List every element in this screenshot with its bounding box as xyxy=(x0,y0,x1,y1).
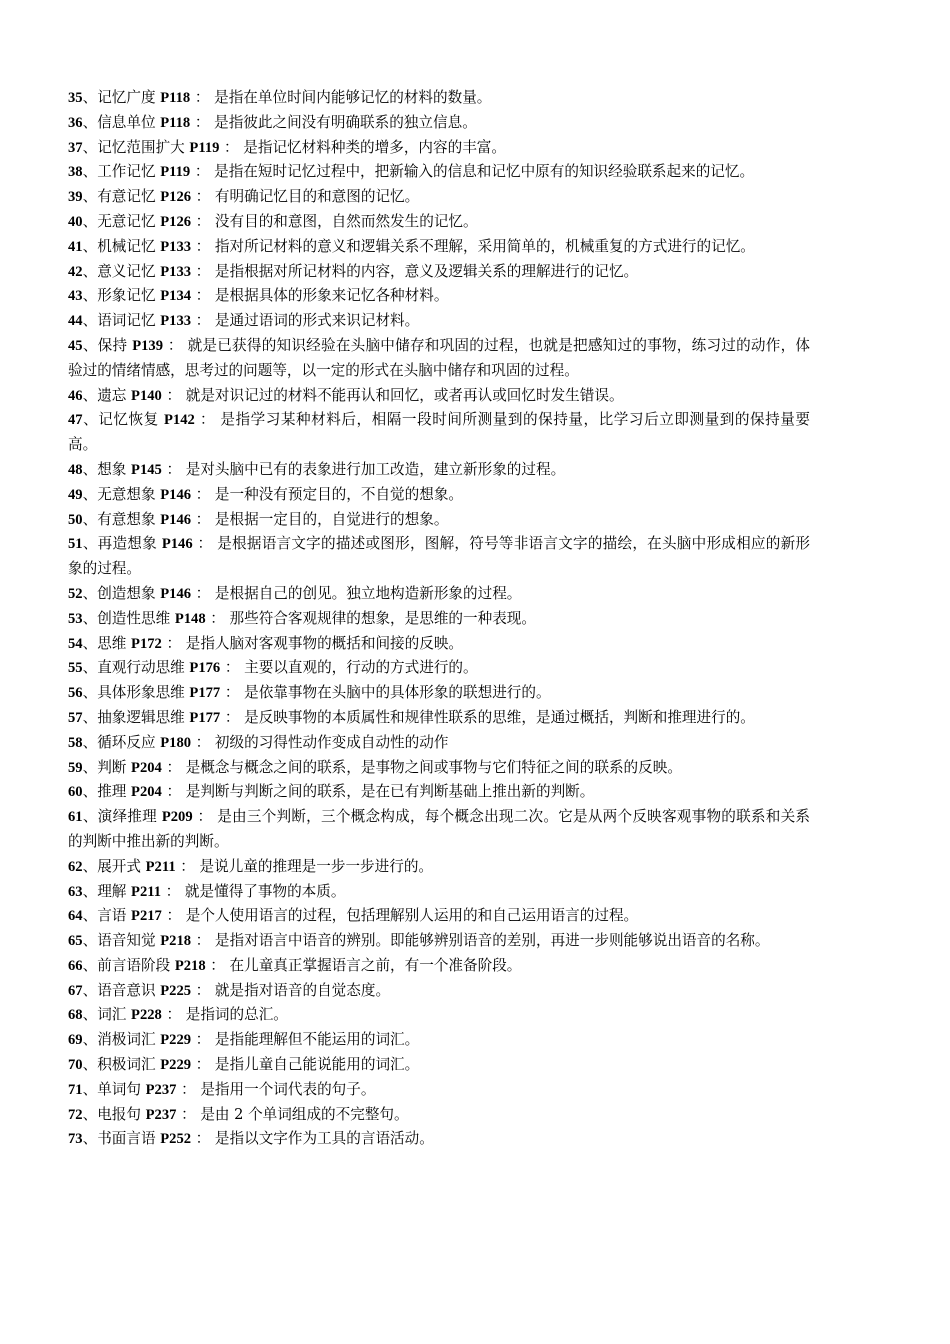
entry-term: 推理 xyxy=(97,783,127,801)
entry-definition: 是说儿童的推理是一步一步进行的。 xyxy=(199,857,434,875)
entry-term: 无意记忆 xyxy=(97,212,156,230)
entry-page-ref: P176 xyxy=(189,660,221,677)
entry-definition: 是指记忆材料种类的增多，内容的丰富。 xyxy=(243,138,506,156)
entry-page-ref: P118 xyxy=(160,90,191,106)
entry-number: 36 xyxy=(68,114,83,131)
entry-number: 68 xyxy=(68,1007,83,1024)
entry-definition: 是指词的总汇。 xyxy=(185,1006,288,1024)
definition-entry: 51、再造想象 P146 ： 是根据语言文字的描述或图形，图解，符号等非语言文字的描绘，在头脑中形成相应的新形象的过程。 xyxy=(68,535,810,578)
entry-page-ref: P180 xyxy=(160,734,192,751)
entry-definition: 初级的习得性动作变成自动性的动作 xyxy=(214,733,449,751)
entry-number: 52 xyxy=(68,585,83,602)
definition-entry: 53、创造性思维 P148 ： 那些符合客观规律的想象，是思维的一种表现。 xyxy=(68,609,536,627)
definition-entry: 35、记忆广度 P118 ： 是指在单位时间内能够记忆的材料的数量。 xyxy=(68,89,492,106)
entry-number: 40 xyxy=(68,213,83,230)
entry-definition: 是指能理解但不能运用的词汇。 xyxy=(214,1031,420,1049)
entry-term: 语音知觉 xyxy=(97,932,156,950)
entry-number: 64 xyxy=(68,908,83,925)
entry-page-ref: P140 xyxy=(131,387,162,404)
entry-number: 62 xyxy=(68,858,83,875)
entry-number: 48 xyxy=(68,461,83,478)
entry-term: 前言语阶段 xyxy=(97,956,171,974)
entry-page-ref: P252 xyxy=(160,1131,192,1148)
entry-number: 69 xyxy=(68,1032,83,1049)
definition-entry: 71、单词句 P237 ： 是指用一个词代表的句子。 xyxy=(68,1080,376,1098)
entry-definition: 是指根据对所记材料的内容，意义及逻辑关系的理解进行的记忆。 xyxy=(214,262,639,280)
entry-term: 信息单位 xyxy=(97,113,156,131)
entry-page-ref: P119 xyxy=(189,139,220,156)
entry-term: 有意想象 xyxy=(97,510,156,528)
entry-definition: 是根据语言文字的描述或图形，图解，符号等非语言文字的描绘，在头脑中形成相应的新形象的过程。 xyxy=(68,535,810,578)
entry-page-ref: P146 xyxy=(161,536,193,553)
entry-page-ref: P237 xyxy=(145,1106,177,1123)
entry-number: 53 xyxy=(68,610,83,627)
entry-number: 41 xyxy=(68,238,83,255)
definition-entry: 38、工作记忆 P119 ： 是指在短时记忆过程中，把新输入的信息和记忆中原有的知识经验联系起来的记忆。 xyxy=(68,163,755,181)
definition-entry: 47、记忆恢复 P142 ： 是指学习某种材料后，相隔一段时间所测量到的保持量，比学习后立即测量到的保持量要高。 xyxy=(68,411,810,454)
entry-term: 意义记忆 xyxy=(97,262,156,280)
entry-term: 无意想象 xyxy=(97,485,156,503)
entry-number: 47 xyxy=(68,412,83,429)
entry-term: 单词句 xyxy=(97,1080,141,1098)
entry-definition: 有明确记忆目的和意图的记忆。 xyxy=(214,188,420,206)
entry-definition: 指对所记材料的意义和逻辑关系不理解，采用简单的，机械重复的方式进行的记忆。 xyxy=(214,237,755,255)
entry-number: 66 xyxy=(68,957,83,974)
entry-page-ref: P126 xyxy=(160,213,192,230)
entry-term: 书面言语 xyxy=(97,1130,156,1148)
entry-number: 56 xyxy=(68,685,83,702)
entry-term: 理解 xyxy=(97,882,127,900)
entry-definition: 是根据具体的形象来记忆各种材料。 xyxy=(214,287,449,305)
definition-entry: 60、推理 P204 ： 是判断与判断之间的联系，是在已有判断基础上推出新的判断。 xyxy=(68,783,595,801)
entry-definition: 就是指对语音的自觉态度。 xyxy=(214,981,391,999)
entry-definition: 是反映事物的本质属性和规律性联系的思维，是通过概括，判断和推理进行的。 xyxy=(244,708,755,726)
entry-number: 55 xyxy=(68,660,83,677)
entry-page-ref: P148 xyxy=(174,610,206,627)
definition-entry: 68、词汇 P228 ： 是指词的总汇。 xyxy=(68,1006,288,1024)
entry-number: 71 xyxy=(68,1081,83,1098)
entry-definition: 是指儿童自己能说能用的词汇。 xyxy=(214,1056,420,1074)
entry-number: 63 xyxy=(68,883,83,900)
entry-number: 51 xyxy=(68,536,83,553)
entry-number: 58 xyxy=(68,734,83,751)
entry-page-ref: P177 xyxy=(189,685,221,702)
definition-entry: 67、语音意识 P225 ： 就是指对语音的自觉态度。 xyxy=(68,981,391,999)
entry-page-ref: P119 xyxy=(160,164,191,181)
entry-page-ref: P177 xyxy=(189,709,221,726)
entry-term: 具体形象思维 xyxy=(97,684,185,702)
entry-definition: 是通过语词的形式来识记材料。 xyxy=(214,312,420,330)
entry-definition: 是指学习某种材料后，相隔一段时间所测量到的保持量，比学习后立即测量到的保持量要高。 xyxy=(68,411,810,454)
entry-page-ref: P126 xyxy=(160,189,192,206)
entry-page-ref: P229 xyxy=(160,1057,192,1074)
entry-page-ref: P218 xyxy=(160,933,192,950)
definition-entry: 69、消极词汇 P229 ： 是指能理解但不能运用的词汇。 xyxy=(68,1031,420,1049)
entry-number: 35 xyxy=(68,90,83,106)
entry-number: 54 xyxy=(68,635,83,652)
entry-page-ref: P211 xyxy=(131,883,162,900)
entry-page-ref: P225 xyxy=(160,982,192,999)
definition-entry: 64、言语 P217 ： 是个人使用语言的过程，包括理解别人运用的和自己运用语言的过程。 xyxy=(68,907,639,925)
entry-page-ref: P133 xyxy=(160,263,192,280)
entry-term: 言语 xyxy=(97,907,127,925)
entry-definition: 是指彼此之间没有明确联系的独立信息。 xyxy=(214,113,477,131)
entry-definition: 是根据一定目的，自觉进行的想象。 xyxy=(214,510,449,528)
entry-term: 记忆广度 xyxy=(97,89,156,106)
entry-page-ref: P146 xyxy=(160,486,192,503)
definition-entry: 50、有意想象 P146 ： 是根据一定目的，自觉进行的想象。 xyxy=(68,510,449,528)
definition-entry: 63、理解 P211 ： 就是懂得了事物的本质。 xyxy=(68,882,346,900)
entry-term: 直观行动思维 xyxy=(97,659,185,677)
entry-definition: 就是已获得的知识经验在头脑中储存和巩固的过程，也就是把感知过的事物，练习过的动作，体验过的情绪情感，思考过的问题等，以一定的形式在头脑中储存和巩固的过程。 xyxy=(68,336,810,379)
entry-definition: 是一种没有预定目的，不自觉的想象。 xyxy=(214,485,464,503)
entry-definition: 是指对语言中语音的辨别。即能够辨别语音的差别，再进一步则能够说出语音的名称。 xyxy=(214,932,770,950)
entry-number: 45 xyxy=(68,337,83,354)
entry-number: 65 xyxy=(68,933,83,950)
entry-definition: 就是懂得了事物的本质。 xyxy=(184,882,346,900)
entry-page-ref: P133 xyxy=(160,313,192,330)
definition-entry: 49、无意想象 P146 ： 是一种没有预定目的，不自觉的想象。 xyxy=(68,485,464,503)
definition-entry: 44、语词记忆 P133 ： 是通过语词的形式来识记材料。 xyxy=(68,312,420,330)
definition-entry: 62、展开式 P211 ： 是说儿童的推理是一步一步进行的。 xyxy=(68,857,434,875)
entry-number: 57 xyxy=(68,709,83,726)
entry-definition: 就是对识记过的材料不能再认和回忆，或者再认或回忆时发生错误。 xyxy=(185,386,624,404)
entry-page-ref: P204 xyxy=(131,759,162,776)
entry-number: 42 xyxy=(68,263,83,280)
entry-number: 50 xyxy=(68,511,83,528)
definition-entry: 54、思维 P172 ： 是指人脑对客观事物的概括和间接的反映。 xyxy=(68,634,464,652)
definition-entry: 66、前言语阶段 P218 ： 在儿童真正掌握语言之前，有一个准备阶段。 xyxy=(68,956,522,974)
entry-term: 消极词汇 xyxy=(97,1031,156,1049)
entry-page-ref: P237 xyxy=(145,1081,177,1098)
entry-page-ref: P133 xyxy=(160,238,192,255)
entry-definition: 是指人脑对客观事物的概括和间接的反映。 xyxy=(185,634,464,652)
entry-term: 创造想象 xyxy=(97,584,156,602)
definition-entry: 45、保持 P139 ： 就是已获得的知识经验在头脑中储存和巩固的过程，也就是把感知过的事物，练习过的动作，体验过的情绪情感，思考过的问题等，以一定的形式在头脑中储存和巩固的过程。 xyxy=(68,336,810,379)
entry-number: 37 xyxy=(68,139,83,156)
entry-definition: 是依靠事物在头脑中的具体形象的联想进行的。 xyxy=(244,684,551,702)
entry-term: 再造想象 xyxy=(97,535,157,553)
entry-number: 72 xyxy=(68,1106,83,1123)
entry-page-ref: P211 xyxy=(145,858,176,875)
entry-term: 积极词汇 xyxy=(97,1056,156,1074)
entry-definition: 是对头脑中已有的表象进行加工改造，建立新形象的过程。 xyxy=(185,460,566,478)
entry-term: 思维 xyxy=(97,634,127,652)
entry-term: 有意记忆 xyxy=(97,188,156,206)
entry-page-ref: P228 xyxy=(131,1007,162,1024)
definition-entry: 41、机械记忆 P133 ： 指对所记材料的意义和逻辑关系不理解，采用简单的，机械重复的方式进行的记忆。 xyxy=(68,237,755,255)
entry-term: 工作记忆 xyxy=(97,163,156,181)
entry-page-ref: P204 xyxy=(131,784,162,801)
definition-entry: 48、想象 P145 ： 是对头脑中已有的表象进行加工改造，建立新形象的过程。 xyxy=(68,460,566,478)
definition-entry: 43、形象记忆 P134 ： 是根据具体的形象来记忆各种材料。 xyxy=(68,287,449,305)
entry-definition: 是根据自己的创见。独立地构造新形象的过程。 xyxy=(214,584,522,602)
entry-definition: 是指在短时记忆过程中，把新输入的信息和记忆中原有的知识经验联系起来的记忆。 xyxy=(214,163,755,181)
entry-number: 44 xyxy=(68,313,83,330)
definition-entry: 57、抽象逻辑思维 P177 ： 是反映事物的本质属性和规律性联系的思维，是通过概括，判断和推理进行的。 xyxy=(68,708,755,726)
entry-definition: 是由三个判断，三个概念构成，每个概念出现二次。它是从两个反映客观事物的联系和关系的判断中推出新的判断。 xyxy=(68,808,810,850)
entry-definition: 是判断与判断之间的联系，是在已有判断基础上推出新的判断。 xyxy=(185,783,595,801)
entry-term: 语音意识 xyxy=(97,981,156,999)
entry-definition: 是个人使用语言的过程，包括理解别人运用的和自己运用语言的过程。 xyxy=(185,907,639,925)
entry-number: 46 xyxy=(68,387,83,404)
entry-page-ref: P218 xyxy=(174,957,206,974)
entry-definition: 在儿童真正掌握语言之前，有一个准备阶段。 xyxy=(229,956,522,974)
entry-page-ref: P139 xyxy=(132,337,163,354)
entry-page-ref: P229 xyxy=(160,1032,192,1049)
definition-entry: 36、信息单位 P118 ： 是指彼此之间没有明确联系的独立信息。 xyxy=(68,113,477,131)
entry-number: 61 xyxy=(68,809,83,826)
entry-term: 展开式 xyxy=(97,857,141,875)
definition-entry: 56、具体形象思维 P177 ： 是依靠事物在头脑中的具体形象的联想进行的。 xyxy=(68,684,551,702)
entry-number: 67 xyxy=(68,982,83,999)
entry-number: 43 xyxy=(68,288,83,305)
entry-term: 创造性思维 xyxy=(97,609,171,627)
definition-entry: 40、无意记忆 P126 ： 没有目的和意图，自然而然发生的记忆。 xyxy=(68,212,478,230)
entry-page-ref: P142 xyxy=(164,412,195,429)
entry-term: 电报句 xyxy=(97,1105,141,1123)
entry-definition: 是指用一个词代表的句子。 xyxy=(200,1080,376,1098)
entry-term: 保持 xyxy=(97,336,128,354)
definition-entry: 70、积极词汇 P229 ： 是指儿童自己能说能用的词汇。 xyxy=(68,1056,420,1074)
document-page xyxy=(68,86,810,1152)
entry-number: 38 xyxy=(68,164,83,181)
definition-entry: 37、记忆范围扩大 P119 ： 是指记忆材料种类的增多，内容的丰富。 xyxy=(68,138,506,156)
entry-term: 判断 xyxy=(97,758,127,776)
entry-number: 59 xyxy=(68,759,83,776)
entry-term: 演绎推理 xyxy=(97,808,157,826)
entry-number: 73 xyxy=(68,1131,83,1148)
entry-definition: 没有目的和意图，自然而然发生的记忆。 xyxy=(214,212,478,230)
entry-definition: 主要以直观的，行动的方式进行的。 xyxy=(244,659,478,677)
entry-page-ref: P146 xyxy=(160,511,192,528)
entry-number: 39 xyxy=(68,189,83,206)
definition-entry: 39、有意记忆 P126 ： 有明确记忆目的和意图的记忆。 xyxy=(68,188,420,206)
entry-definition: 是指在单位时间内能够记忆的材料的数量。 xyxy=(214,89,492,106)
entry-definition: 是由 2 个单词组成的不完整句。 xyxy=(200,1105,409,1123)
entry-page-ref: P134 xyxy=(160,288,192,305)
entry-page-ref: P146 xyxy=(160,585,192,602)
definition-entry: 65、语音知觉 P218 ： 是指对语言中语音的辨别。即能够辨别语音的差别，再进一步则能够说出语音的名称。 xyxy=(68,932,770,950)
entry-number: 60 xyxy=(68,784,83,801)
definition-entry: 72、电报句 P237 ： 是由 2 个单词组成的不完整句。 xyxy=(68,1105,409,1123)
entry-term: 抽象逻辑思维 xyxy=(97,708,185,726)
entry-definition: 是概念与概念之间的联系，是事物之间或事物与它们特征之间的联系的反映。 xyxy=(185,758,682,776)
entry-term: 想象 xyxy=(97,460,127,478)
entry-number: 49 xyxy=(68,486,83,503)
entry-page-ref: P145 xyxy=(131,461,162,478)
entry-term: 遗忘 xyxy=(97,386,127,404)
entry-definition: 那些符合客观规律的想象，是思维的一种表现。 xyxy=(229,609,536,627)
entry-page-ref: P172 xyxy=(131,635,162,652)
entry-term: 机械记忆 xyxy=(97,237,156,255)
definition-entry: 55、直观行动思维 P176 ： 主要以直观的，行动的方式进行的。 xyxy=(68,659,478,677)
entry-term: 循环反应 xyxy=(97,733,156,751)
entry-page-ref: P217 xyxy=(131,908,162,925)
entry-term: 语词记忆 xyxy=(97,312,156,330)
definition-entry: 73、书面言语 P252 ： 是指以文字作为工具的言语活动。 xyxy=(68,1130,434,1148)
entry-term: 形象记忆 xyxy=(97,287,156,305)
entry-term: 记忆恢复 xyxy=(98,411,159,429)
definition-entry: 46、遗忘 P140 ： 就是对识记过的材料不能再认和回忆，或者再认或回忆时发生错误。 xyxy=(68,386,624,404)
definition-entry: 52、创造想象 P146 ： 是根据自己的创见。独立地构造新形象的过程。 xyxy=(68,584,522,602)
definition-entry: 59、判断 P204 ： 是概念与概念之间的联系，是事物之间或事物与它们特征之间的联系的反映。 xyxy=(68,758,682,776)
definition-entry: 42、意义记忆 P133 ： 是指根据对所记材料的内容，意义及逻辑关系的理解进行的记忆。 xyxy=(68,262,639,280)
entry-number: 70 xyxy=(68,1057,83,1074)
entry-definition: 是指以文字作为工具的言语活动。 xyxy=(214,1130,434,1148)
entry-page-ref: P118 xyxy=(160,114,191,131)
entry-term: 记忆范围扩大 xyxy=(97,138,185,156)
entry-term: 词汇 xyxy=(97,1006,127,1024)
definition-entry: 58、循环反应 P180 ： 初级的习得性动作变成自动性的动作 xyxy=(68,733,449,751)
entry-page-ref: P209 xyxy=(161,809,193,826)
definition-entry: 61、演绎推理 P209 ： 是由三个判断，三个概念构成，每个概念出现二次。它是从两个反映客观事物的联系和关系的判断中推出新的判断。 xyxy=(68,808,810,850)
